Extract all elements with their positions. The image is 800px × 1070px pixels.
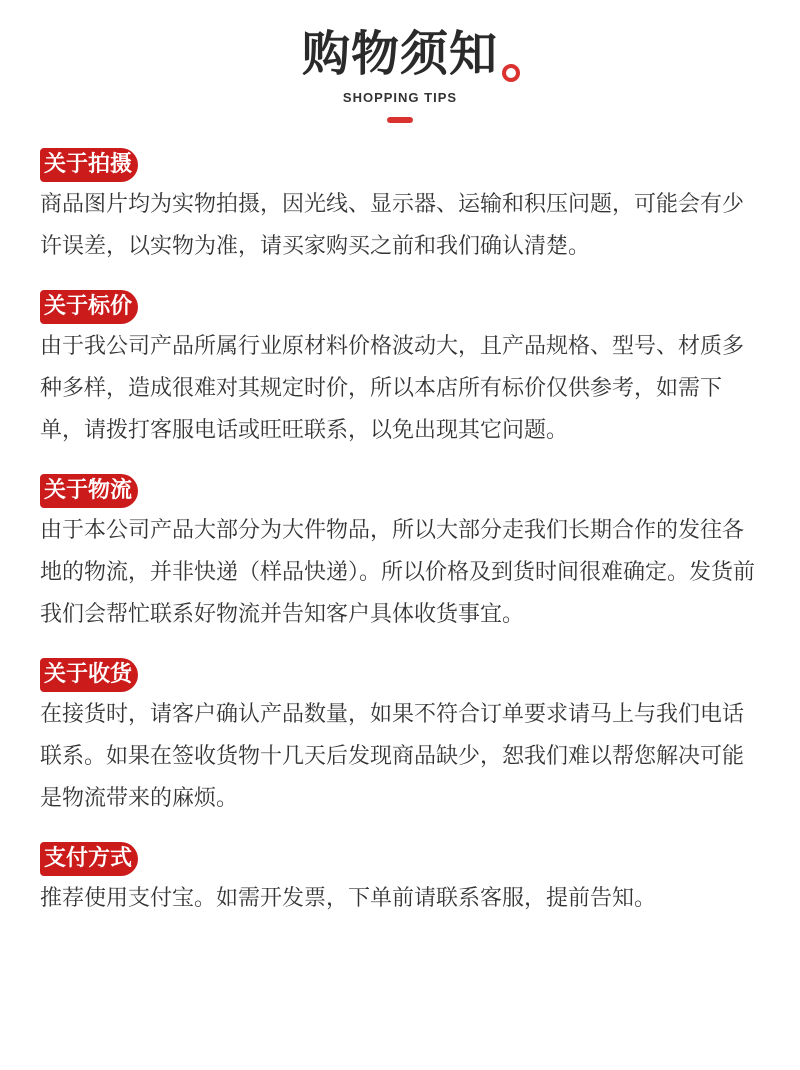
title-underline-divider <box>387 117 413 123</box>
section-tag-logistics: 关于物流 <box>40 474 138 508</box>
section-text-photography: 商品图片均为实物拍摄，因光线、显示器、运输和积压问题，可能会有少许误差，以实物为准，请买家购买之前和我们确认清楚。 <box>40 192 745 259</box>
page-title <box>302 22 498 86</box>
page-subtitle: SHOPPING TIPS <box>342 90 458 105</box>
section-text-logistics: 由于本公司产品大部分为大件物品，所以大部分走我们长期合作的发往各地的物流，并非快递（样品快递）。所以价格及到货时间很难确定。发货前我们会帮忙联系好物流并告知客户具体收货事宜。 <box>40 518 756 627</box>
tips-sections <box>40 148 760 942</box>
section-tag-payment: 支付方式 <box>40 842 138 876</box>
section-text-pricing: 由于我公司产品所属行业原材料价格波动大，且产品规格、型号、材质多种多样，造成很难对其规定时价，所以本店所有标价仅供参考，如需下单，请拨打客服电话或旺旺联系，以免出现其它问题。 <box>40 334 745 443</box>
section-payment <box>40 842 760 920</box>
title-wrap <box>0 22 800 86</box>
page-header <box>0 0 800 140</box>
section-pricing <box>40 290 760 452</box>
page-title-text: 购物须知 <box>301 26 498 82</box>
section-text-payment: 推荐使用支付宝。如需开发票，下单前请联系客服，提前告知。 <box>40 886 657 911</box>
title-dot-icon <box>502 64 520 82</box>
section-tag-receiving: 关于收货 <box>40 658 138 692</box>
section-logistics <box>40 474 760 636</box>
section-text-receiving: 在接货时，请客户确认产品数量，如果不符合订单要求请马上与我们电话联系。如果在签收货物十几天后发现商品缺少，恕我们难以帮您解决可能是物流带来的麻烦。 <box>40 702 745 811</box>
section-tag-photography: 关于拍摄 <box>40 148 138 182</box>
section-receiving <box>40 658 760 820</box>
section-tag-pricing: 关于标价 <box>40 290 138 324</box>
section-photography <box>40 148 760 268</box>
